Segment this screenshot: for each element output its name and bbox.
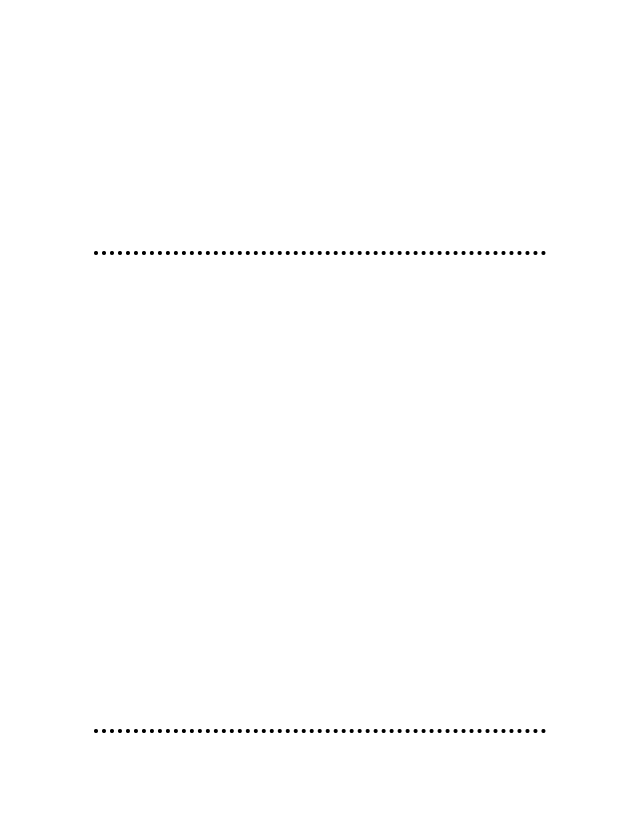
section-4-step3 xyxy=(94,206,554,228)
offset-formula xyxy=(94,367,554,389)
section-5 xyxy=(94,280,554,716)
section-4-address-line xyxy=(94,119,554,141)
seg-line-3 xyxy=(94,607,554,629)
section-4-number xyxy=(94,97,554,119)
seg-line-1 xyxy=(94,563,554,585)
spacer xyxy=(94,672,554,694)
seg-line-2 xyxy=(94,585,554,607)
palm-border-bottom xyxy=(14,790,624,816)
section-4-formula xyxy=(94,141,554,163)
palm-border-left xyxy=(14,36,40,790)
seg-line-5 xyxy=(94,651,554,673)
section-4 xyxy=(94,97,554,228)
spacer xyxy=(94,454,554,476)
part-b-formula xyxy=(94,542,376,564)
section-4-step2 xyxy=(94,184,554,206)
seg-line-4 xyxy=(94,629,554,651)
part-a-line xyxy=(94,324,554,346)
section-4-step1 xyxy=(94,162,554,184)
part-a-formula xyxy=(94,345,554,367)
dotted-separator-1 xyxy=(94,251,546,255)
spacer xyxy=(94,498,554,520)
result-b xyxy=(94,694,554,716)
calc-line-3 xyxy=(94,433,554,455)
palm-border-top xyxy=(14,10,624,36)
part-b-line xyxy=(94,520,554,542)
calc-line-1 xyxy=(94,389,554,411)
physical-address-given xyxy=(94,302,554,324)
section-5-number xyxy=(94,280,554,302)
calc-line-2 xyxy=(94,411,554,433)
dotted-separator-2 xyxy=(94,729,546,733)
palm-border-right xyxy=(598,36,624,790)
result-a xyxy=(94,476,554,498)
